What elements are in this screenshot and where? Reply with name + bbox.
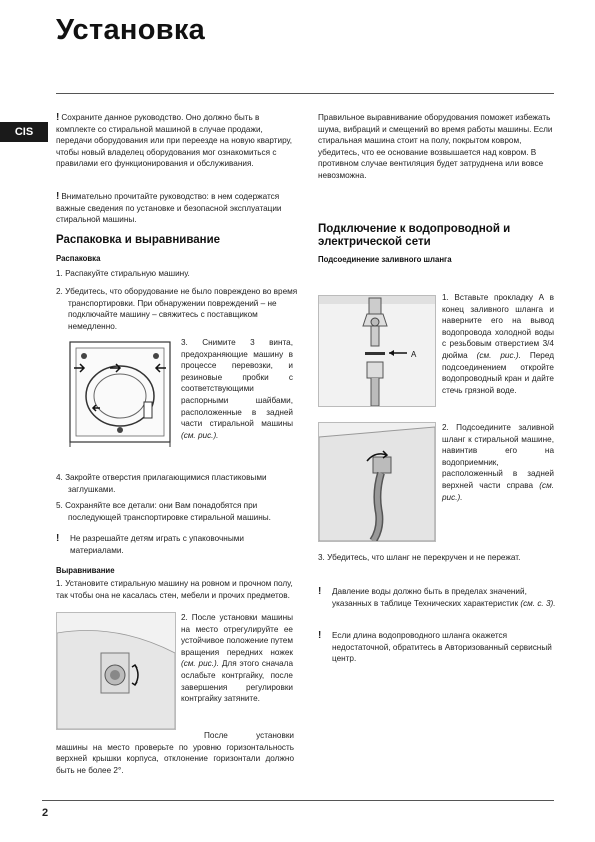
hose-tap-figure — [318, 295, 436, 407]
unpack-subheading: Распаковка — [56, 254, 101, 263]
unpack-heading: Распаковка и выравнивание — [56, 234, 221, 246]
level-subheading: Выравнивание — [56, 566, 115, 575]
page-number: 2 — [42, 807, 49, 819]
warning-hose-length: ! Если длина водопроводного шланга окажется недостаточной, обратитесь в Авторизованный сервисный центр. — [318, 630, 552, 664]
warning-icon: ! — [56, 533, 60, 544]
unpack-step-5: 5. Сохраняйте все детали: они Вам понадобятся при последующей транспортировке стиральной машины. — [56, 501, 271, 522]
warning-read-manual: ! Внимательно прочитайте руководство: в нем содержатся важные сведения по установке и безопасной эксплуатации стиральной машины. — [56, 191, 282, 225]
page-title: Установка — [56, 14, 206, 46]
hose-step-1: 1. Вставьте прокладку А в конец заливного шланга и наверните его на вывод водопровода холодной воды с резьбовым отверстием 3/4 дюйма (см. рис.). Перед подсоединением откройте водопроводный кран и дайте стечь грязной воде. — [442, 293, 554, 395]
hose-step-2: 2. Подсоедините заливной шланг к стиральной машине, навинтив его на водоприемник, расположенный в задней верхней части справа (см. рис.). — [442, 423, 555, 502]
right-intro: Правильное выравнивание оборудования поможет избежать шума, вибраций и смещений во время работы машины. Если стиральная машина стоит на полу, покрытом ковром, убедитесь, что ее основание возвышается над ковром. В противном случае вентиляция будет затруднена или вовсе невозможна. — [318, 113, 553, 180]
hose-step-3: 3. Убедитесь, что шланг не перекручен и не пережат. — [318, 553, 521, 562]
level-step-2: 2. После установки машины на место отрегулируйте ее устойчивое положение путем вращения передних ножек (см. рис.). Для этого сначала ослабьте контргайку, после завершения регулировки контргайку затяните. — [181, 613, 294, 704]
feet-adjust-figure — [56, 612, 176, 730]
warning-icon: ! — [318, 630, 322, 641]
header-rule — [56, 93, 554, 94]
footer-rule — [42, 800, 554, 801]
back-panel-figure — [66, 338, 174, 448]
warning-children: ! Не разрешайте детям играть с упаковочными материалами. — [56, 533, 244, 555]
unpack-step-4: 4. Закройте отверстия прилагающимися пластиковыми заглушками. — [56, 473, 267, 494]
hose-machine-figure — [318, 422, 436, 542]
warning-icon: ! — [56, 112, 60, 123]
connection-heading: Подключение к водопроводной и электрической сети — [318, 223, 511, 248]
section-tab: CIS — [0, 122, 48, 142]
level-tail: После установки машины на место проверьте по уровню горизонтальность верхней крышки корпуса, отклонение горизонтали должно быть не более 2°. — [56, 731, 294, 775]
unpack-step-1: 1. Распакуйте стиральную машину. — [56, 269, 190, 278]
warning-icon: ! — [318, 586, 322, 597]
warning-keep-manual: ! Сохраните данное руководство. Оно должно быть в комплекте со стиральной машиной в случае продажи, передачи оборудования или при переезде на новую квартиру, чтобы новый владелец оборудования мог ознакомиться с правилами его функционирования и обслуживания. — [56, 112, 293, 169]
hose-gasket-label: A — [411, 350, 417, 359]
unpack-step-3: 3. Снимите 3 винта, предохраняющие машину в процессе перевозки, и резиновые пробки с соответствующими распорными шайбами, расположенные в задней части стиральной машины (см. рис.). — [181, 338, 293, 440]
warning-pressure: ! Давление воды должно быть в пределах значений, указанных в таблице Технических характеристик (см. с. 3). — [318, 586, 556, 608]
connection-subheading: Подсоединение заливного шланга — [318, 255, 452, 264]
unpack-step-2: 2. Убедитесь, что оборудование не было повреждено во время транспортировки. При обнаружении повреждений – не подключайте машину – свяжитесь с поставщиком немедленно. — [56, 287, 298, 331]
level-step-1: 1. Установите стиральную машину на ровном и прочном полу, так чтобы она не касалась стен, мебели и прочих предметов. — [56, 579, 293, 600]
warning-icon: ! — [56, 191, 60, 202]
